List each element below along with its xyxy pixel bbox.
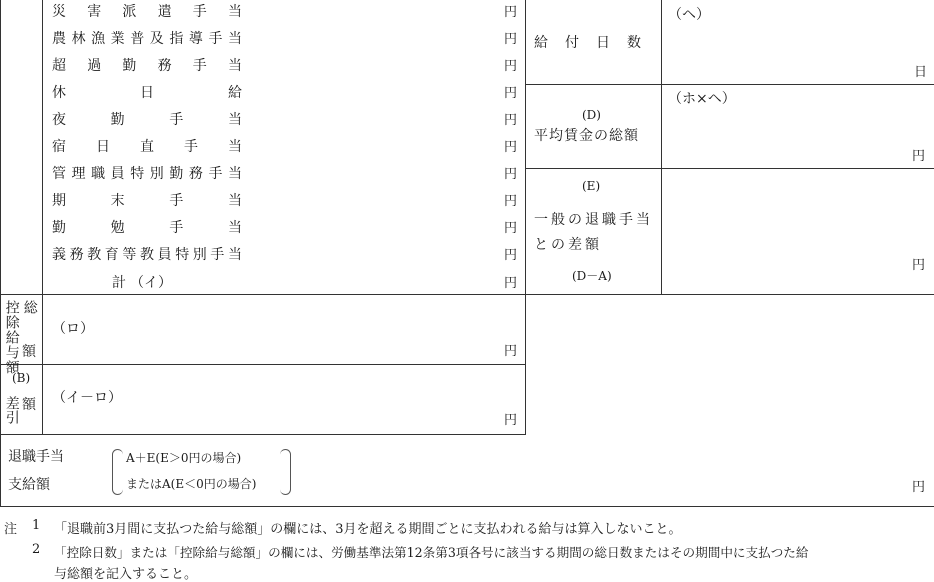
severance-formula-2: またはA(E＜0円の場合) (126, 477, 257, 491)
open-paren (112, 449, 123, 495)
deduction-label-text: 控除給与額 (3, 300, 20, 375)
allowance-unit: 円 (504, 194, 518, 209)
row-line-diff (0, 434, 526, 435)
left-border (0, 0, 1, 507)
diff-label-col1 (4, 396, 18, 428)
total-label: 計 (112, 275, 126, 291)
deduction-label-text-2: 総 (21, 300, 38, 314)
difference-code: (E) (582, 179, 601, 193)
severance-label-2: 支給額 (8, 477, 50, 493)
avg-wage-mark: （ホ×ヘ） (668, 91, 736, 107)
allowance-label: 義務教育等教員特別手当 (52, 247, 242, 263)
bottom-right-unit: 円 (912, 480, 926, 495)
difference-unit: 円 (912, 258, 926, 273)
diff-code: (B) (12, 371, 31, 385)
allowance-unit: 円 (504, 59, 518, 74)
allowance-label: 勤勉手当 (52, 220, 242, 236)
diff-unit: 円 (504, 413, 518, 428)
note-2-text: 「控除日数」または「控除給与総額」の欄には、労働基準法第12条第3項各号に該当する期間の総日数またはその期間中に支払つた給 (54, 545, 809, 560)
payment-days-unit: 日 (914, 65, 928, 80)
allowance-unit: 円 (504, 113, 518, 128)
diff-label-col2: 額 (22, 397, 36, 413)
right-row-2 (525, 168, 934, 169)
allowance-unit: 円 (504, 32, 518, 47)
difference-label-1: 一般の退職手当 (534, 212, 653, 228)
avg-wage-label: 平均賃金の総額 (534, 128, 639, 144)
allowance-unit: 円 (504, 167, 518, 182)
total-unit: 円 (504, 276, 518, 291)
right-row-1 (525, 84, 934, 85)
close-paren (280, 449, 291, 495)
allowance-label: 夜勤手当 (52, 112, 242, 128)
severance-formula-1: A＋E(E＞0円の場合) (126, 451, 242, 465)
deduction-label-extra: 額 (22, 344, 36, 360)
diff-mark: （イ－ロ） (52, 390, 122, 406)
allowance-unit: 円 (504, 248, 518, 263)
payment-days-mark: （ヘ） (668, 7, 710, 23)
avg-wage-unit: 円 (912, 149, 926, 164)
deduction-label-col1 (4, 300, 18, 379)
inner-divider (42, 0, 43, 294)
allowance-unit: 円 (504, 140, 518, 155)
difference-label-2: との差額 (534, 237, 602, 253)
note-1-text: 「退職前3月間に支払つた給与総額」の欄には、3月を超える期間ごとに支払われる給与は算入しないこと。 (54, 522, 682, 537)
avg-wage-code: (D) (582, 108, 601, 122)
allowance-unit: 円 (504, 5, 518, 20)
allowance-label: 期末手当 (52, 193, 242, 209)
allowance-label: 休日給 (52, 85, 242, 101)
total-mark: （イ） (130, 275, 172, 291)
allowance-unit: 円 (504, 86, 518, 101)
notes-prefix: 注 (4, 522, 18, 537)
severance-label-1: 退職手当 (8, 449, 64, 465)
row-line-bottom (0, 506, 934, 507)
allowance-label: 農林漁業普及指導手当 (52, 31, 242, 47)
row-line-total (0, 294, 934, 295)
center-divider-upper (525, 0, 526, 294)
right-label-divider (661, 0, 662, 294)
allowance-label: 宿日直手当 (52, 139, 242, 155)
deduction-unit: 円 (504, 344, 518, 359)
diff-label-text: 差引 (3, 396, 20, 424)
deduction-label-col2 (22, 300, 36, 318)
allowance-unit: 円 (504, 221, 518, 236)
allowance-label: 管理職員特別勤務手当 (52, 166, 242, 182)
note-1-num: 1 (32, 518, 41, 533)
row-line-deduction (0, 364, 526, 365)
deduction-mark: （ロ） (52, 321, 94, 337)
allowance-label: 超過勤務手当 (52, 58, 242, 74)
note-2-num: 2 (32, 542, 41, 557)
difference-formula: (D－A) (572, 269, 612, 283)
note-2-text-cont: 与総額を記入すること。 (54, 567, 198, 582)
payment-days-label: 給付日数 (534, 35, 658, 51)
allowance-label: 災害派遣手当 (52, 4, 242, 20)
